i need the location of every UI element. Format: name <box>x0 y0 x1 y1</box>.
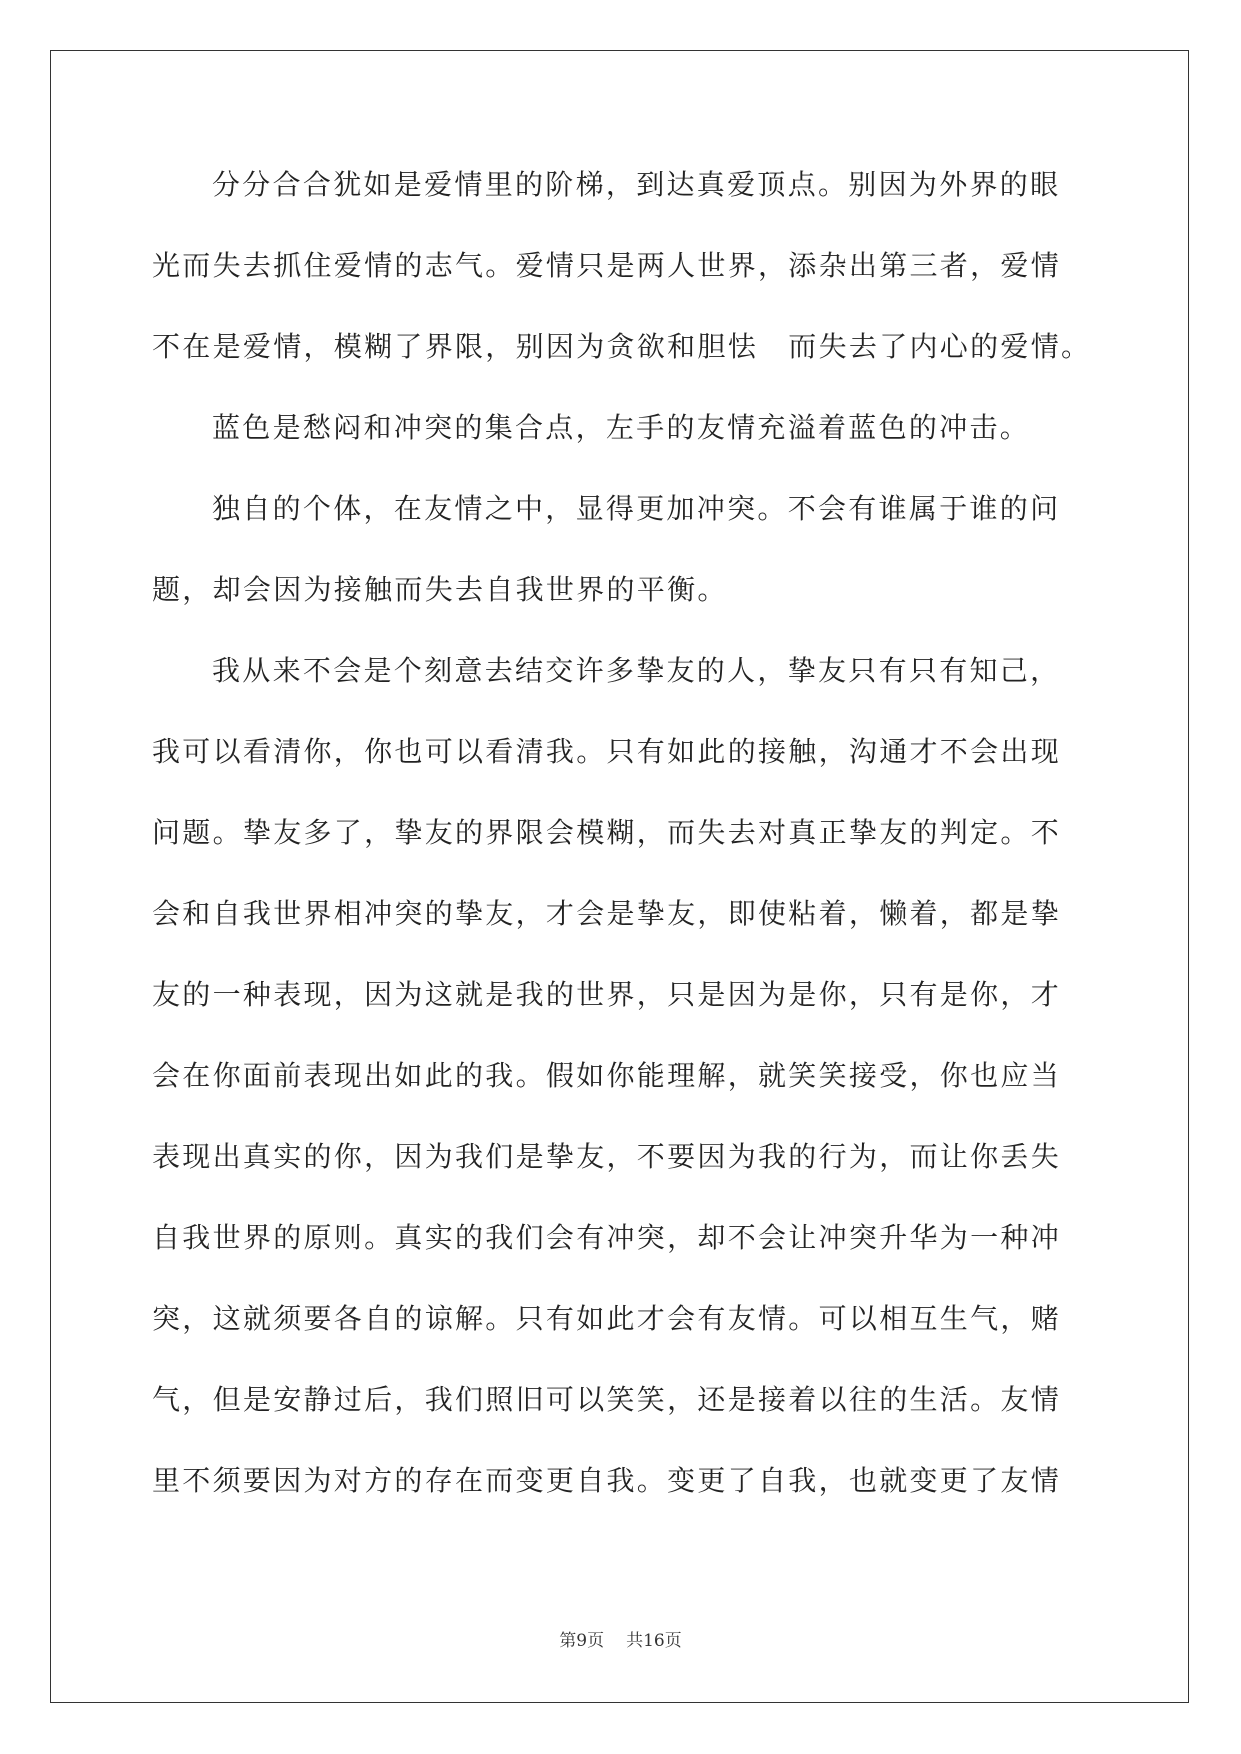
text-line: 会和自我世界相冲突的挚友，才会是挚友，即使粘着，懒着，都是挚 <box>152 897 1062 930</box>
text-line: 蓝色是愁闷和冲突的集合点，左手的友情充溢着蓝色的冲击。 <box>212 411 1031 444</box>
text-line: 不在是爱情，模糊了界限，别因为贪欲和胆怯 而失去了内心的爱情。 <box>152 330 1092 363</box>
body-text <box>152 165 1092 1542</box>
text-line: 气，但是安静过后，我们照旧可以笑笑，还是接着以往的生活。友情 <box>152 1383 1062 1416</box>
text-line: 问题。挚友多了，挚友的界限会模糊，而失去对真正挚友的判定。不 <box>152 816 1062 849</box>
text-line: 友的一种表现，因为这就是我的世界，只是因为是你，只有是你，才 <box>152 978 1062 1011</box>
text-line: 光而失去抓住爱情的志气。爱情只是两人世界，添杂出第三者，爱情 <box>152 249 1062 282</box>
text-line: 自我世界的原则。真实的我们会有冲突，却不会让冲突升华为一种冲 <box>152 1221 1062 1254</box>
text-line: 我可以看清你，你也可以看清我。只有如此的接触，沟通才不会出现 <box>152 735 1062 768</box>
text-line: 独自的个体，在友情之中，显得更加冲突。不会有谁属于谁的问 <box>212 492 1061 525</box>
text-line: 会在你面前表现出如此的我。假如你能理解，就笑笑接受，你也应当 <box>152 1059 1062 1092</box>
text-line: 我从来不会是个刻意去结交许多挚友的人，挚友只有只有知己， <box>212 654 1061 687</box>
page-number: 第9页 <box>559 1631 605 1651</box>
text-line: 分分合合犹如是爱情里的阶梯，到达真爱顶点。别因为外界的眼 <box>212 168 1061 201</box>
page-total: 共16页 <box>626 1631 682 1651</box>
text-line: 表现出真实的你，因为我们是挚友，不要因为我的行为，而让你丢失 <box>152 1140 1062 1173</box>
text-line: 题，却会因为接触而失去自我世界的平衡。 <box>152 573 728 606</box>
text-line: 突，这就须要各自的谅解。只有如此才会有友情。可以相互生气，赌 <box>152 1302 1062 1335</box>
page-footer <box>0 1626 1241 1651</box>
text-line: 里不须要因为对方的存在而变更自我。变更了自我，也就变更了友情 <box>152 1464 1062 1497</box>
